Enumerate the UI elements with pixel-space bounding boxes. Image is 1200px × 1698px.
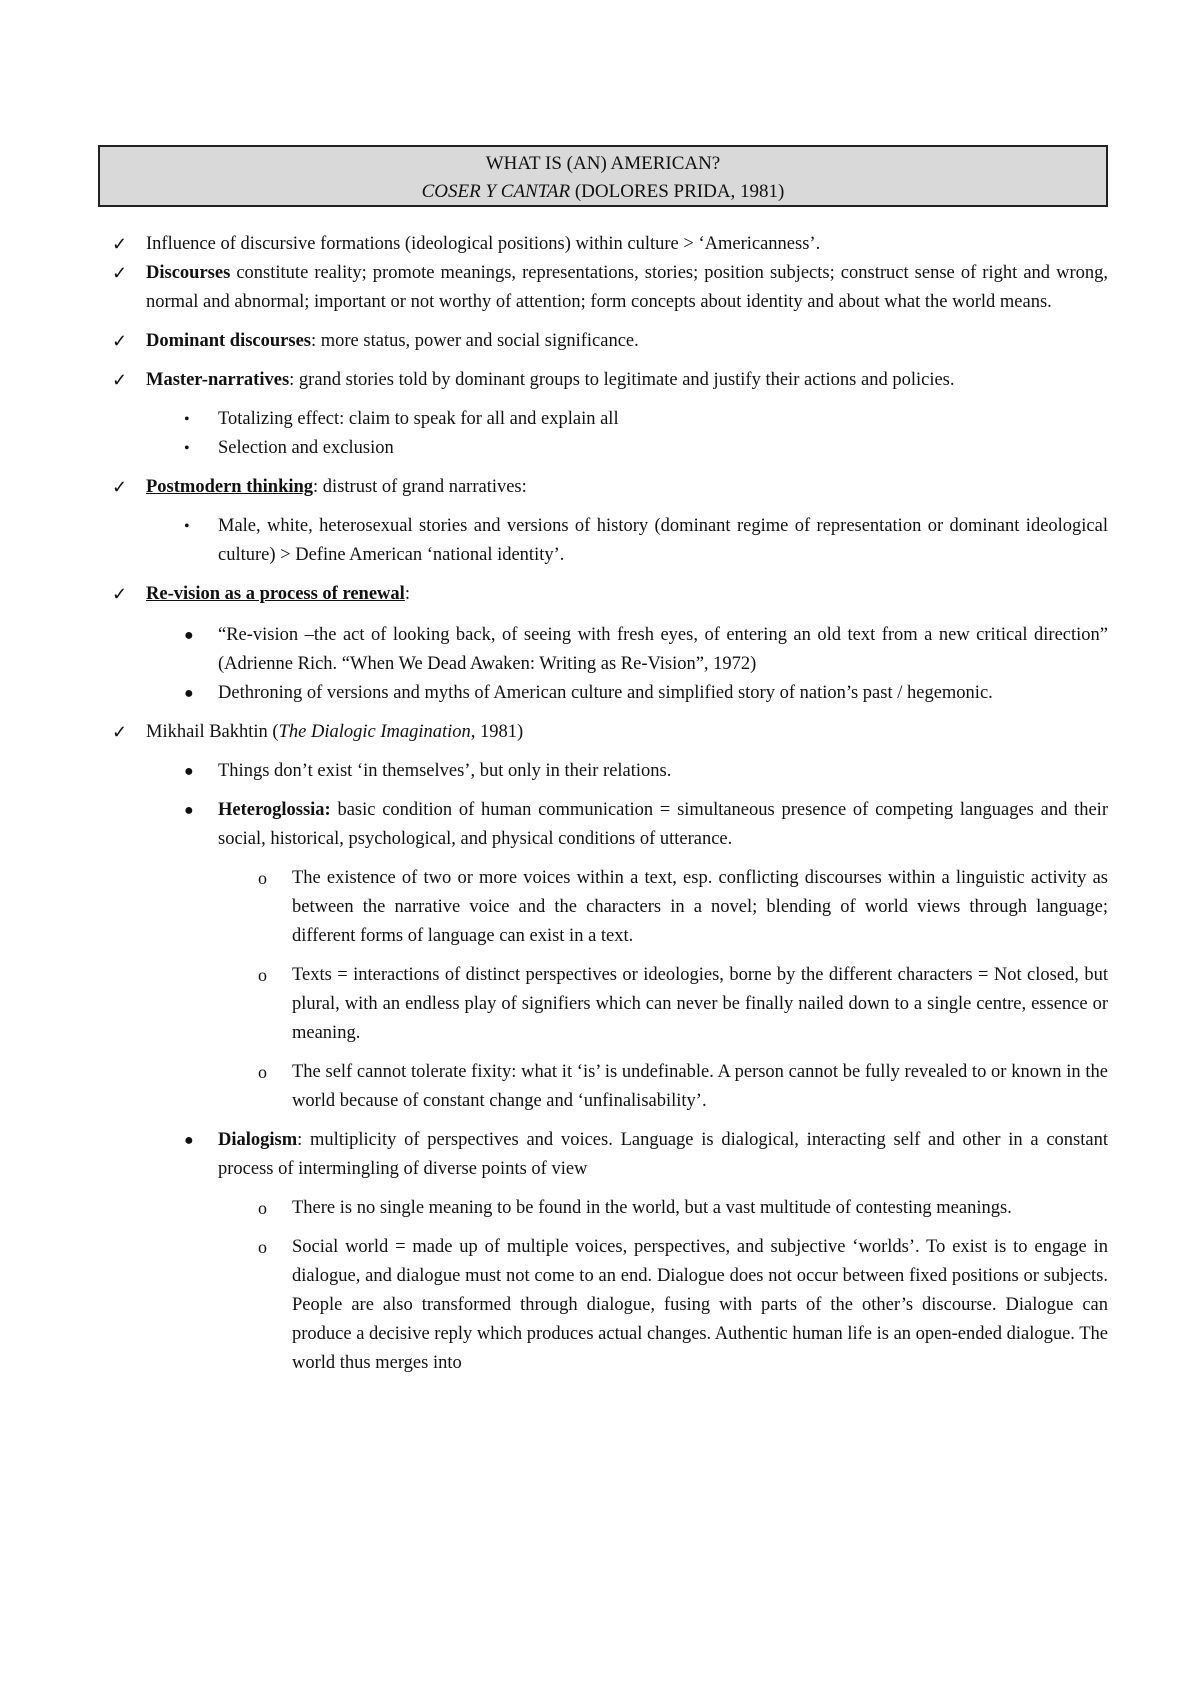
- sub-item-text: Totalizing effect: claim to speak for all and explain all: [218, 409, 619, 429]
- checkmark-icon: ✓: [112, 234, 128, 254]
- bullet-icon: ●: [184, 685, 194, 702]
- sub-sub-item: [98, 961, 1108, 1048]
- sub-item-text: basic condition of human communication = simultaneous presence of competing languages and their social, historical, psychological, and physical conditions of utterance.: [218, 800, 1108, 849]
- checkmark-icon: ✓: [112, 263, 128, 283]
- bullet-icon: ●: [184, 1132, 194, 1149]
- item-text: : grand stories told by dominant groups to legitimate and justify their actions and policies.: [289, 370, 955, 390]
- sub-sub-item-text: There is no single meaning to be found in the world, but a vast multitude of contesting meanings.: [292, 1198, 1012, 1218]
- item-term: Discourses: [146, 263, 231, 283]
- sub-item: [98, 512, 1108, 570]
- sub-item: [98, 434, 1108, 463]
- item-text: constitute reality; promote meanings, representations, stories; position subjects; construct sense of right and wrong, normal and abnormal; important or not worthy of attention; form concepts about identity and about what the world means.: [146, 263, 1108, 312]
- item-text: Influence of discursive formations (ideological positions) within culture > ‘Americanness’.: [146, 234, 821, 254]
- checkmark-icon: ✓: [112, 477, 128, 497]
- checkmark-icon: ✓: [112, 722, 128, 742]
- title-author: (DOLORES PRIDA, 1981): [570, 181, 785, 202]
- item-term: Postmodern thinking: [146, 477, 314, 497]
- sub-item: [98, 1126, 1108, 1184]
- sub-item: [98, 679, 1108, 708]
- item-text-pre: Mikhail Bakhtin (: [146, 722, 279, 742]
- list-item: [98, 718, 1108, 747]
- sub-sub-item-text: The self cannot tolerate fixity: what it ‘is’ is undefinable. A person cannot be fully revealed to or known in the world because of constant change and ‘unfinalisability’.: [292, 1062, 1108, 1111]
- sub-sub-item: [98, 1194, 1108, 1223]
- title-line-1: WHAT IS (AN) AMERICAN?: [485, 153, 721, 174]
- item-book-title: The Dialogic Imagination: [278, 722, 471, 742]
- sub-item-term: Heteroglossia:: [218, 800, 331, 820]
- bullet-icon: •: [184, 411, 190, 428]
- sub-item: [98, 405, 1108, 434]
- checkmark-icon: ✓: [112, 584, 128, 604]
- sub-sub-item-text: The existence of two or more voices within a text, esp. conflicting discourses within a linguistic activity as between the narrative voice and the characters in a novel; blending of world views through language; different forms of language can exist in a text.: [292, 868, 1108, 946]
- sub-sub-item: [98, 864, 1108, 951]
- sub-item-text: Male, white, heterosexual stories and versions of history (dominant regime of representation or dominant ideological culture) > Define American ‘national identity’.: [218, 516, 1108, 565]
- list-item: [98, 259, 1108, 317]
- sub-item: [98, 757, 1108, 786]
- item-text: : distrust of grand narratives:: [313, 477, 527, 497]
- checkmark-icon: ✓: [112, 331, 128, 351]
- sub-item-text: Selection and exclusion: [218, 438, 394, 458]
- bullet-icon: ●: [184, 763, 194, 780]
- bullet-icon: •: [184, 518, 190, 535]
- bullet-icon: •: [184, 440, 190, 457]
- item-term: Master-narratives: [146, 370, 290, 390]
- sub-item-text: Things don’t exist ‘in themselves’, but only in their relations.: [218, 761, 672, 781]
- circle-bullet-icon: o: [258, 1237, 267, 1257]
- title-work: COSER Y CANTAR: [421, 181, 571, 202]
- bullet-icon: ●: [184, 627, 194, 644]
- notes-content: [98, 230, 1108, 1378]
- item-text: :: [404, 584, 410, 604]
- sub-item: [98, 621, 1108, 679]
- list-item: [98, 473, 1108, 502]
- sub-item: [98, 796, 1108, 854]
- checkmark-icon: ✓: [112, 370, 128, 390]
- item-text-post: , 1981): [470, 722, 524, 742]
- sub-sub-item: [98, 1058, 1108, 1116]
- item-term: Dominant discourses: [146, 331, 311, 351]
- sub-sub-item: [98, 1233, 1108, 1378]
- circle-bullet-icon: o: [258, 1198, 267, 1218]
- circle-bullet-icon: o: [258, 1062, 267, 1082]
- list-item: [98, 580, 1108, 609]
- bullet-icon: ●: [184, 802, 194, 819]
- sub-item-text: “Re-vision –the act of looking back, of seeing with fresh eyes, of entering an old text from a new critical direction” (Adrienne Rich. “When We Dead Awaken: Writing as Re-Vision”, 1972): [218, 625, 1108, 674]
- list-item: [98, 366, 1108, 395]
- sub-item-text: : multiplicity of perspectives and voices. Language is dialogical, interacting self and other in a constant process of intermingling of diverse points of view: [218, 1130, 1108, 1179]
- list-item: [98, 230, 1108, 259]
- title-line-2: [100, 178, 1106, 206]
- item-text: : more status, power and social significance.: [310, 331, 639, 351]
- item-term: Re-vision as a process of renewal: [146, 584, 405, 604]
- sub-sub-item-text: Social world = made up of multiple voices, perspectives, and subjective ‘worlds’. To exist is to engage in dialogue, and dialogue must not come to an end. Dialogue does not occur between fixed positions or subjects. People are also transformed through dialogue, fusing with parts of the other’s discourse. Dialogue can produce a decisive reply which produces actual changes. Authentic human life is an open-ended dialogue. The world thus merges into: [292, 1237, 1108, 1373]
- circle-bullet-icon: o: [258, 868, 267, 888]
- sub-item-text: Dethroning of versions and myths of American culture and simplified story of nation’s past / hegemonic.: [218, 683, 993, 703]
- sub-sub-item-text: Texts = interactions of distinct perspectives or ideologies, borne by the different characters = Not closed, but plural, with an endless play of signifiers which can never be finally nailed down to a single centre, essence or meaning.: [292, 965, 1108, 1043]
- list-item: [98, 327, 1108, 356]
- title-box: [98, 145, 1108, 207]
- circle-bullet-icon: o: [258, 965, 267, 985]
- sub-item-term: Dialogism: [218, 1130, 298, 1150]
